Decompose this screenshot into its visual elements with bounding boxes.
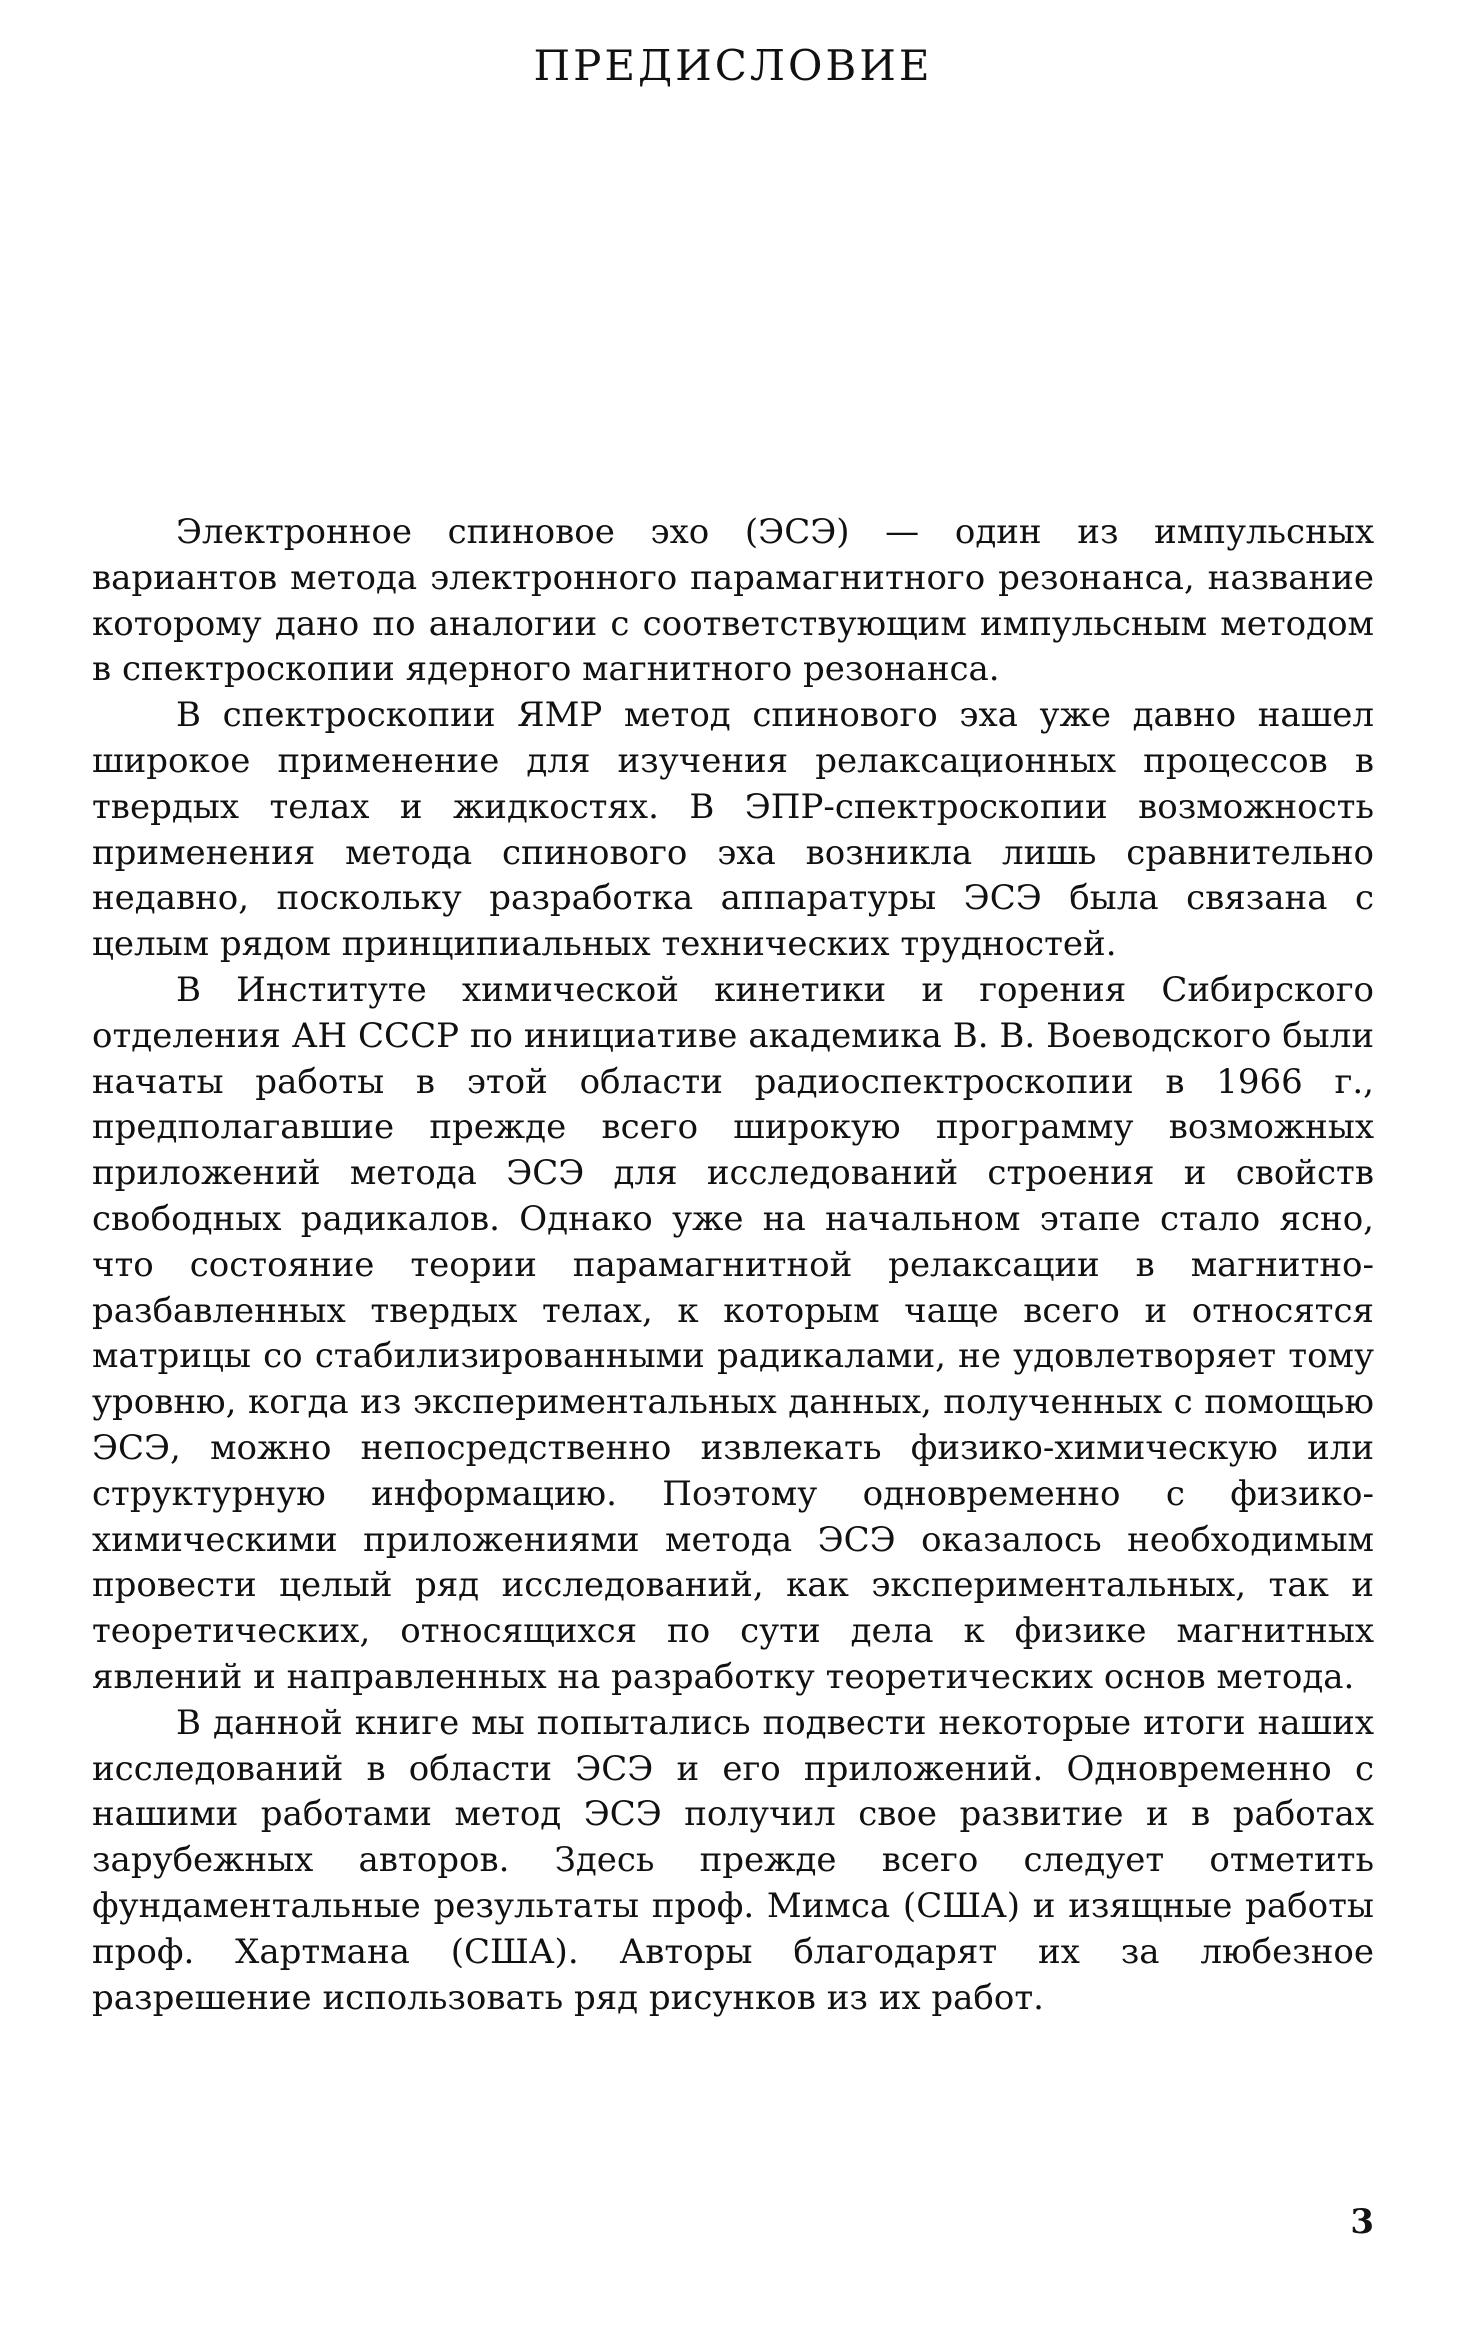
paragraph-4: В данной книге мы попытались подвести некоторые итоги наших исследований в области ЭСЭ и его приложений. Одновременно с нашими работами метод ЭСЭ получил свое развитие и в работах зарубежных авторов. Здесь прежде всего следует отметить фундаментальные результаты проф. Мимса (США) и изящные работы проф. Хартмана (США). Авторы благодарят их за любезное разрешение использовать ряд рисунков из их работ. — [92, 1702, 1374, 2018]
page-number: 3 — [1350, 2202, 1374, 2242]
paragraph-2: В спектроскопии ЯМР метод спинового эха уже давно нашел широкое применение для изучения релаксационных процессов в твердых телах и жидкостях. В ЭПР-спектроскопии возможность применения метода спинового эха возникла лишь сравнительно недавно, поскольку разработка аппаратуры ЭСЭ была связана с целым рядом принципиальных технических трудностей. — [92, 695, 1374, 965]
page-title: ПРЕДИСЛОВИЕ — [533, 41, 933, 90]
preface-body — [92, 510, 1374, 2021]
paragraph-3: В Институте химической кинетики и горения Сибирского отделения АН СССР по инициативе академика В. В. Воеводского были начаты работы в этой области радиоспектроскопии в 1966 г., предполагавшие прежде всего широкую программу возможных приложений метода ЭСЭ для исследований строения и свойств свободных радикалов. Однако уже на начальном этапе стало ясно, что состояние теории парамагнитной релаксации в магнитно-разбавленных твердых телах, к которым чаще всего и относятся матрицы со стабилизированными радикалами, не удовлетворяет тому уровню, когда из экспериментальных данных, полученных с помощью ЭСЭ, можно непосредственно извлекать физико-химическую или структурную информацию. Поэтому одновременно с физико-химическими приложениями метода ЭСЭ оказалось необходимым провести целый ряд исследований, как экспериментальных, так и теоретических, относящихся по сути дела к физике магнитных явлений и направленных на разработку теоретических основ метода. — [92, 969, 1374, 1697]
paragraph-1: Электронное спиновое эхо (ЭСЭ) — один из импульсных вариантов метода электронного парамагнитного резонанса, название которому дано по аналогии с соответствующим импульсным методом в спектроскопии ядерного магнитного резонанса. — [92, 512, 1374, 690]
